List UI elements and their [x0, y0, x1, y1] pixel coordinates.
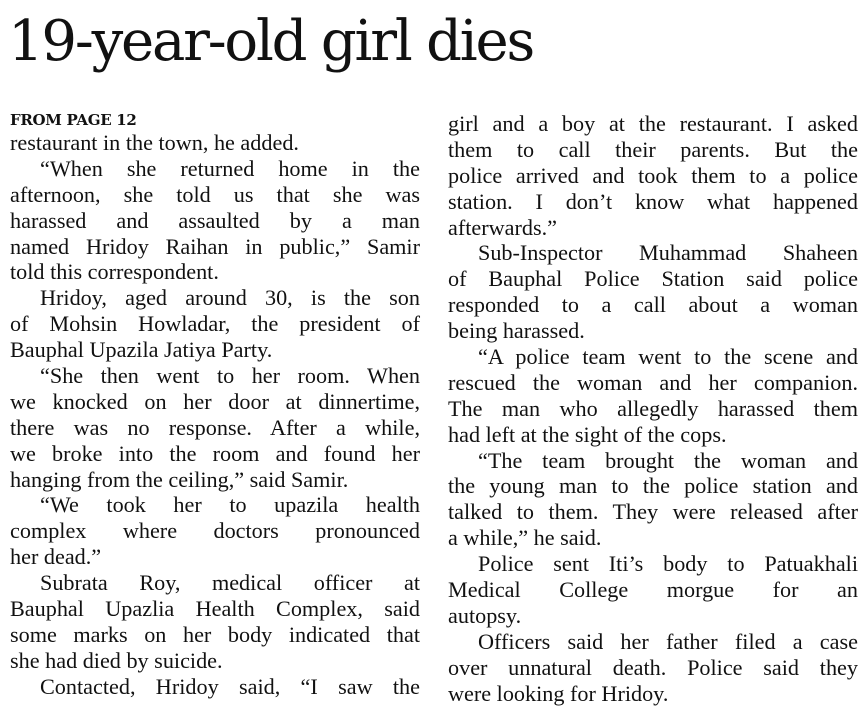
- text-line: afternoon, she told us that she was: [10, 181, 420, 207]
- text-line: Officers said her father filed a case: [478, 628, 858, 654]
- text-line: Sub-Inspector Muhammad Shaheen: [478, 240, 858, 266]
- text-line: “The team brought the woman and: [478, 447, 858, 473]
- text-line: police arrived and took them to a police: [448, 162, 858, 188]
- text-line: some marks on her body indicated that: [10, 621, 420, 647]
- text-line: Police sent Iti’s body to Patuakhali: [478, 551, 858, 577]
- text-line: autopsy.: [448, 602, 522, 628]
- text-line: “A police team went to the scene and: [478, 344, 858, 370]
- text-line: Hridoy, aged around 30, is the son: [40, 285, 420, 311]
- text-line: girl and a boy at the restaurant. I asked: [448, 111, 858, 136]
- continuation-kicker: FROM PAGE 12: [10, 111, 137, 129]
- text-line: over unnatural death. Police said they: [448, 654, 858, 680]
- text-line: Bauphal Upazila Jatiya Party.: [10, 337, 273, 363]
- text-line: of Bauphal Police Station said police: [448, 266, 858, 292]
- article-column-left: [10, 111, 420, 700]
- text-line: hanging from the ceiling,” said Samir.: [10, 466, 349, 492]
- text-line: station. I don’t know what happened: [448, 188, 858, 214]
- text-line: Subrata Roy, medical officer at: [40, 570, 420, 596]
- text-line: The man who allegedly harassed them: [448, 395, 858, 421]
- text-line: we knocked on her door at dinnertime,: [10, 388, 420, 414]
- text-line: a while,” he said.: [448, 525, 602, 551]
- text-line: Medical College morgue for an: [448, 577, 858, 603]
- text-line: we broke into the room and found her: [10, 440, 420, 466]
- text-line: “She then went to her room. When: [40, 363, 420, 389]
- text-line: were looking for Hridoy.: [448, 680, 669, 706]
- text-line: of Mohsin Howladar, the president of: [10, 311, 420, 337]
- left-column-text: [10, 130, 420, 700]
- text-line: harassed and assaulted by a man: [10, 207, 420, 233]
- text-line: being harassed.: [448, 318, 585, 344]
- text-line: Contacted, Hridoy said, “I saw the: [40, 673, 420, 699]
- text-line: Bauphal Upazlia Health Complex, said: [10, 596, 420, 622]
- text-line: told this correspondent.: [10, 259, 219, 285]
- text-line: her dead.”: [10, 544, 102, 570]
- text-line: them to call their parents. But the: [448, 136, 858, 162]
- text-line: afterwards.”: [448, 214, 558, 240]
- text-line: talked to them. They were released after: [448, 499, 858, 525]
- article-column-right: [448, 111, 858, 706]
- headline: 19-year-old girl dies: [8, 9, 533, 74]
- text-line: there was no response. After a while,: [10, 414, 420, 440]
- text-line: rescued the woman and her companion.: [448, 369, 858, 395]
- text-line: named Hridoy Raihan in public,” Samir: [10, 233, 420, 259]
- text-line: restaurant in the town, he added.: [10, 130, 299, 155]
- text-line: “When she returned home in the: [40, 155, 420, 181]
- text-line: had left at the sight of the cops.: [448, 421, 727, 447]
- text-line: she had died by suicide.: [10, 647, 223, 673]
- text-line: the young man to the police station and: [448, 473, 858, 499]
- text-line: complex where doctors pronounced: [10, 518, 420, 544]
- text-line: “We took her to upazila health: [40, 492, 420, 518]
- right-column-text: [448, 111, 858, 706]
- text-line: responded to a call about a woman: [448, 292, 858, 318]
